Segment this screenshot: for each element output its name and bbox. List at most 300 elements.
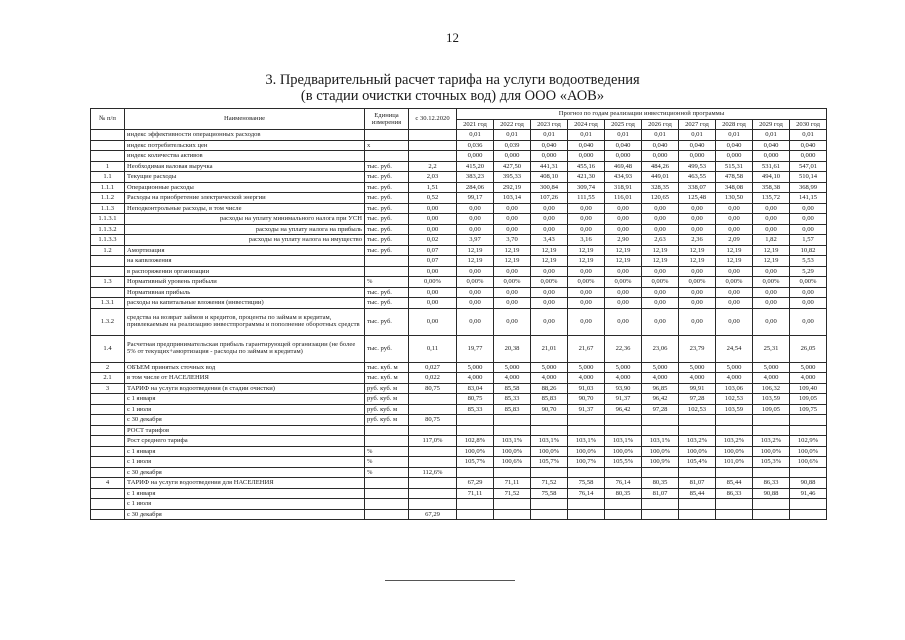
row-number [91, 467, 125, 478]
row-year-value: 0,00 [531, 308, 568, 335]
row-name: расходы на уплату минимального налога при УСН [125, 214, 365, 225]
row-year-value: 0,00 [716, 266, 753, 277]
row-base-value [409, 446, 457, 457]
header-unit: Единица измерения [365, 109, 409, 130]
row-name: Амортизация [125, 245, 365, 256]
row-year-value: 484,26 [642, 161, 679, 172]
row-year-value: 338,07 [679, 182, 716, 193]
row-year-value [568, 509, 605, 520]
row-year-value: 427,50 [494, 161, 531, 172]
row-year-value: 91,37 [568, 404, 605, 415]
row-year-value: 455,16 [568, 161, 605, 172]
row-year-value: 96,42 [605, 404, 642, 415]
row-name: индекс потребительских цен [125, 140, 365, 151]
row-year-value: 0,000 [457, 151, 494, 162]
row-year-value: 463,55 [679, 172, 716, 183]
row-year-value: 81,07 [642, 488, 679, 499]
row-year-value: 408,10 [531, 172, 568, 183]
row-year-value: 102,8% [457, 436, 494, 447]
row-year-value [531, 425, 568, 436]
row-year-value: 12,19 [642, 245, 679, 256]
row-name: в распоряжении организации [125, 266, 365, 277]
row-year-value: 26,05 [790, 335, 827, 362]
row-year-value: 97,28 [679, 394, 716, 405]
row-year-value: 90,88 [790, 478, 827, 489]
row-year-value: 0,00 [679, 214, 716, 225]
table-row [91, 130, 827, 141]
row-year-value: 100,0% [457, 446, 494, 457]
row-year-value: 24,54 [716, 335, 753, 362]
row-year-value: 85,33 [457, 404, 494, 415]
row-base-value [409, 457, 457, 468]
row-year-value: 0,000 [716, 151, 753, 162]
table-row [91, 182, 827, 193]
row-year-value: 0,00 [679, 298, 716, 309]
row-name: ТАРИФ на услуги водоотведения (в стадии очистки) [125, 383, 365, 394]
row-year-value: 0,00 [753, 298, 790, 309]
header-year: 2023 год [531, 119, 568, 130]
row-year-value: 105,7% [531, 457, 568, 468]
row-year-value: 0,00 [642, 214, 679, 225]
row-base-value: 1,51 [409, 182, 457, 193]
row-year-value: 85,58 [494, 383, 531, 394]
row-year-value: 0,01 [568, 130, 605, 141]
row-year-value: 0,00 [790, 203, 827, 214]
row-year-value: 4,000 [531, 373, 568, 384]
row-year-value [716, 499, 753, 510]
row-year-value [679, 509, 716, 520]
row-year-value: 292,19 [494, 182, 531, 193]
row-name: с 1 января [125, 488, 365, 499]
row-year-value: 130,50 [716, 193, 753, 204]
row-year-value [605, 509, 642, 520]
row-year-value: 106,32 [753, 383, 790, 394]
row-year-value: 103,2% [753, 436, 790, 447]
row-number: 1.1.2 [91, 193, 125, 204]
row-year-value: 85,44 [716, 478, 753, 489]
row-year-value: 2,09 [716, 235, 753, 246]
row-year-value [716, 509, 753, 520]
row-year-value: 75,58 [568, 478, 605, 489]
row-year-value: 0,00 [679, 266, 716, 277]
row-year-value: 1,57 [790, 235, 827, 246]
row-year-value [494, 467, 531, 478]
row-base-value [409, 488, 457, 499]
row-base-value: 0,00 [409, 266, 457, 277]
row-year-value: 81,07 [679, 478, 716, 489]
header-year: 2028 год [716, 119, 753, 130]
header-year: 2030 год [790, 119, 827, 130]
row-name: средства на возврат займов и кредитов, проценты по займам и кредитам, привлекаемым на реализацию инвестпрограммы и пополнение оборотных средств [125, 308, 365, 335]
row-base-value: 80,75 [409, 383, 457, 394]
row-year-value: 4,000 [716, 373, 753, 384]
row-year-value: 0,00 [679, 203, 716, 214]
header-year: 2021 год [457, 119, 494, 130]
row-year-value: 12,19 [679, 245, 716, 256]
row-number: 1.3 [91, 277, 125, 288]
row-year-value: 83,04 [457, 383, 494, 394]
row-year-value: 5,000 [531, 362, 568, 373]
row-year-value: 0,00 [568, 298, 605, 309]
row-year-value [494, 509, 531, 520]
row-year-value: 0,00 [605, 308, 642, 335]
row-unit: тыс. руб. [365, 335, 409, 362]
row-year-value: 90,70 [568, 394, 605, 405]
table-row [91, 140, 827, 151]
row-base-value [409, 140, 457, 151]
table-row [91, 151, 827, 162]
row-unit [365, 509, 409, 520]
row-number: 1.3.1 [91, 298, 125, 309]
row-year-value: 19,77 [457, 335, 494, 362]
row-year-value [716, 425, 753, 436]
row-year-value: 5,000 [605, 362, 642, 373]
table-row [91, 436, 827, 447]
row-year-value [679, 425, 716, 436]
row-year-value: 0,00% [531, 277, 568, 288]
row-year-value: 100,9% [642, 457, 679, 468]
row-unit: тыс. руб. [365, 308, 409, 335]
row-year-value: 100,0% [753, 446, 790, 457]
row-year-value: 0,01 [679, 130, 716, 141]
table-row [91, 161, 827, 172]
row-base-value [409, 151, 457, 162]
row-year-value: 0,000 [605, 151, 642, 162]
row-year-value: 0,000 [790, 151, 827, 162]
row-year-value: 0,000 [568, 151, 605, 162]
row-year-value: 86,33 [753, 478, 790, 489]
row-year-value: 0,00 [716, 214, 753, 225]
row-number [91, 499, 125, 510]
row-year-value [642, 499, 679, 510]
row-year-value: 0,00 [457, 287, 494, 298]
row-year-value: 12,19 [457, 245, 494, 256]
row-year-value: 103,59 [716, 404, 753, 415]
row-name: в том числе от НАСЕЛЕНИЯ [125, 373, 365, 384]
row-number: 1.1 [91, 172, 125, 183]
row-name: с 30 декабря [125, 509, 365, 520]
row-year-value: 0,00 [494, 266, 531, 277]
row-year-value: 0,040 [679, 140, 716, 151]
row-year-value: 4,000 [568, 373, 605, 384]
row-year-value: 0,00 [605, 287, 642, 298]
row-year-value [494, 425, 531, 436]
row-base-value: 0,00 [409, 287, 457, 298]
table-row [91, 478, 827, 489]
table-row [91, 404, 827, 415]
row-year-value: 2,63 [642, 235, 679, 246]
row-number: 1.1.3 [91, 203, 125, 214]
row-year-value: 100,0% [716, 446, 753, 457]
row-base-value: 0,07 [409, 256, 457, 267]
row-year-value: 100,7% [568, 457, 605, 468]
row-year-value: 0,000 [679, 151, 716, 162]
row-year-value: 0,01 [716, 130, 753, 141]
row-year-value: 100,0% [531, 446, 568, 457]
table-row [91, 425, 827, 436]
row-year-value: 4,000 [642, 373, 679, 384]
row-year-value: 91,46 [790, 488, 827, 499]
table-row [91, 287, 827, 298]
row-year-value: 547,01 [790, 161, 827, 172]
row-year-value: 12,19 [531, 256, 568, 267]
row-year-value: 0,00 [531, 203, 568, 214]
row-year-value [679, 499, 716, 510]
row-year-value: 109,75 [790, 404, 827, 415]
row-year-value: 0,00 [790, 224, 827, 235]
row-year-value: 0,00 [568, 287, 605, 298]
row-year-value: 105,5% [605, 457, 642, 468]
row-number: 1.4 [91, 335, 125, 362]
row-year-value: 368,99 [790, 182, 827, 193]
header-year: 2027 год [679, 119, 716, 130]
row-year-value: 109,05 [753, 404, 790, 415]
row-unit: тыс. руб. [365, 245, 409, 256]
row-year-value: 80,35 [642, 478, 679, 489]
row-base-value [409, 478, 457, 489]
row-year-value: 0,00 [753, 214, 790, 225]
row-year-value [531, 509, 568, 520]
row-year-value: 0,00 [568, 308, 605, 335]
row-year-value: 102,53 [679, 404, 716, 415]
row-unit: тыс. руб. [365, 235, 409, 246]
row-year-value [494, 499, 531, 510]
row-year-value [679, 415, 716, 426]
row-name: ТАРИФ на услуги водоотведения для НАСЕЛЕНИЯ [125, 478, 365, 489]
row-name: с 30 декабря [125, 415, 365, 426]
row-year-value: 100,6% [494, 457, 531, 468]
row-year-value: 0,00 [494, 308, 531, 335]
row-name: Текущие расходы [125, 172, 365, 183]
row-name: Необходимая валовая выручка [125, 161, 365, 172]
row-base-value: 80,75 [409, 415, 457, 426]
header-forecast: Прогноз по годам реализации инвестиционной программы [457, 109, 827, 120]
row-year-value: 0,000 [494, 151, 531, 162]
row-unit [365, 425, 409, 436]
table-body [91, 130, 827, 520]
row-year-value: 5,53 [790, 256, 827, 267]
row-year-value: 0,00 [790, 214, 827, 225]
row-unit [365, 499, 409, 510]
row-year-value: 0,040 [642, 140, 679, 151]
row-year-value: 0,00 [642, 203, 679, 214]
row-year-value: 3,97 [457, 235, 494, 246]
row-year-value [605, 467, 642, 478]
table-row [91, 335, 827, 362]
row-year-value: 100,6% [790, 457, 827, 468]
row-year-value: 5,29 [790, 266, 827, 277]
row-year-value: 0,00 [568, 214, 605, 225]
row-year-value: 102,9% [790, 436, 827, 447]
row-year-value: 0,000 [753, 151, 790, 162]
header-year: 2029 год [753, 119, 790, 130]
row-number: 2 [91, 362, 125, 373]
row-year-value: 100,0% [790, 446, 827, 457]
row-unit [365, 478, 409, 489]
row-year-value: 1,82 [753, 235, 790, 246]
row-base-value [409, 404, 457, 415]
row-number: 1.2 [91, 245, 125, 256]
row-unit: тыс. руб. [365, 224, 409, 235]
row-year-value [753, 499, 790, 510]
row-year-value: 103,1% [605, 436, 642, 447]
row-year-value [716, 415, 753, 426]
row-year-value [605, 425, 642, 436]
row-unit: руб. куб. м [365, 383, 409, 394]
row-year-value: 0,000 [531, 151, 568, 162]
table-row [91, 457, 827, 468]
row-year-value: 434,93 [605, 172, 642, 183]
table-row [91, 256, 827, 267]
row-year-value: 80,35 [605, 488, 642, 499]
table-row [91, 193, 827, 204]
row-name: Нормативный уровень прибыли [125, 277, 365, 288]
row-year-value: 12,19 [568, 256, 605, 267]
row-year-value: 300,84 [531, 182, 568, 193]
row-year-value: 0,00 [457, 224, 494, 235]
row-year-value: 0,00 [753, 308, 790, 335]
row-year-value: 0,00 [568, 224, 605, 235]
row-number: 1.1.3.1 [91, 214, 125, 225]
row-year-value [753, 415, 790, 426]
row-year-value [568, 415, 605, 426]
row-year-value: 531,61 [753, 161, 790, 172]
row-year-value: 109,05 [790, 394, 827, 405]
row-year-value [568, 499, 605, 510]
row-year-value: 99,91 [679, 383, 716, 394]
row-year-value: 91,03 [568, 383, 605, 394]
row-year-value: 71,52 [494, 488, 531, 499]
row-base-value: 0,027 [409, 362, 457, 373]
row-base-value: 112,6% [409, 467, 457, 478]
row-year-value [716, 467, 753, 478]
row-year-value: 100,0% [494, 446, 531, 457]
row-year-value: 0,00 [605, 203, 642, 214]
row-year-value: 0,00 [494, 298, 531, 309]
table-row [91, 373, 827, 384]
row-year-value: 0,040 [790, 140, 827, 151]
row-year-value: 4,000 [790, 373, 827, 384]
title-line-2: (в стадии очистки сточных вод) для ООО «АОВ» [300, 88, 605, 104]
row-year-value: 5,000 [494, 362, 531, 373]
row-year-value: 0,039 [494, 140, 531, 151]
row-year-value: 93,90 [605, 383, 642, 394]
row-unit: тыс. руб. [365, 161, 409, 172]
row-year-value: 107,26 [531, 193, 568, 204]
row-unit: тыс. руб. [365, 298, 409, 309]
row-year-value: 0,00 [531, 224, 568, 235]
row-year-value: 105,4% [679, 457, 716, 468]
row-year-value: 0,00 [642, 224, 679, 235]
row-year-value: 25,31 [753, 335, 790, 362]
row-unit: % [365, 277, 409, 288]
row-year-value: 5,000 [568, 362, 605, 373]
row-name: расходы на капитальные вложения (инвестиции) [125, 298, 365, 309]
row-year-value: 0,00% [790, 277, 827, 288]
header-base: с 30.12.2020 [409, 109, 457, 130]
row-year-value: 0,00 [605, 298, 642, 309]
row-year-value: 12,19 [457, 256, 494, 267]
row-year-value [642, 425, 679, 436]
row-year-value: 91,37 [605, 394, 642, 405]
row-year-value: 0,00 [642, 308, 679, 335]
row-year-value: 101,0% [716, 457, 753, 468]
row-year-value: 0,00 [679, 287, 716, 298]
row-name: расходы на уплату налога на прибыль [125, 224, 365, 235]
row-year-value: 76,14 [568, 488, 605, 499]
row-number: 3 [91, 383, 125, 394]
row-name: с 1 января [125, 394, 365, 405]
row-name: РОСТ тарифов [125, 425, 365, 436]
tariff-table-container [90, 108, 826, 520]
table-row [91, 203, 827, 214]
row-year-value: 4,000 [679, 373, 716, 384]
row-number [91, 394, 125, 405]
row-unit: тыс. руб. [365, 182, 409, 193]
row-year-value: 80,75 [457, 394, 494, 405]
row-year-value: 0,01 [753, 130, 790, 141]
row-year-value: 0,00 [642, 298, 679, 309]
row-number [91, 488, 125, 499]
row-base-value: 0,02 [409, 235, 457, 246]
row-name: с 30 декабря [125, 467, 365, 478]
row-year-value: 0,00 [494, 203, 531, 214]
row-year-value: 0,00 [753, 203, 790, 214]
row-year-value: 0,00 [568, 203, 605, 214]
row-base-value [409, 394, 457, 405]
row-year-value [457, 425, 494, 436]
row-year-value: 0,00 [457, 266, 494, 277]
row-year-value: 103,1% [568, 436, 605, 447]
row-year-value: 0,00 [716, 308, 753, 335]
row-year-value: 116,01 [605, 193, 642, 204]
row-unit [365, 266, 409, 277]
row-year-value: 0,00% [642, 277, 679, 288]
row-year-value: 0,00 [679, 224, 716, 235]
row-base-value: 117,0% [409, 436, 457, 447]
row-year-value: 421,30 [568, 172, 605, 183]
row-year-value: 5,000 [642, 362, 679, 373]
row-unit: тыс. руб. [365, 172, 409, 183]
row-year-value [642, 509, 679, 520]
table-row [91, 394, 827, 405]
row-year-value: 21,67 [568, 335, 605, 362]
row-year-value [457, 415, 494, 426]
row-year-value: 0,01 [457, 130, 494, 141]
row-year-value: 120,65 [642, 193, 679, 204]
row-number [91, 509, 125, 520]
row-year-value: 100,0% [605, 446, 642, 457]
row-year-value: 0,00 [716, 298, 753, 309]
row-unit [365, 436, 409, 447]
row-year-value: 103,59 [753, 394, 790, 405]
row-year-value: 0,00 [494, 214, 531, 225]
row-name: на капвложения [125, 256, 365, 267]
row-year-value: 510,14 [790, 172, 827, 183]
row-year-value [790, 499, 827, 510]
row-year-value [531, 467, 568, 478]
row-year-value: 4,000 [605, 373, 642, 384]
row-year-value: 103,1% [642, 436, 679, 447]
row-year-value: 0,00 [605, 266, 642, 277]
row-number: 2.1 [91, 373, 125, 384]
row-name: Расчетная предпринимательская прибыль гарантирующей организации (не более 5% от текущих+амортизация - расходы по займам и кредитам) [125, 335, 365, 362]
row-year-value: 103,2% [716, 436, 753, 447]
row-year-value: 100,0% [679, 446, 716, 457]
row-year-value: 3,16 [568, 235, 605, 246]
row-number [91, 404, 125, 415]
row-unit: % [365, 446, 409, 457]
